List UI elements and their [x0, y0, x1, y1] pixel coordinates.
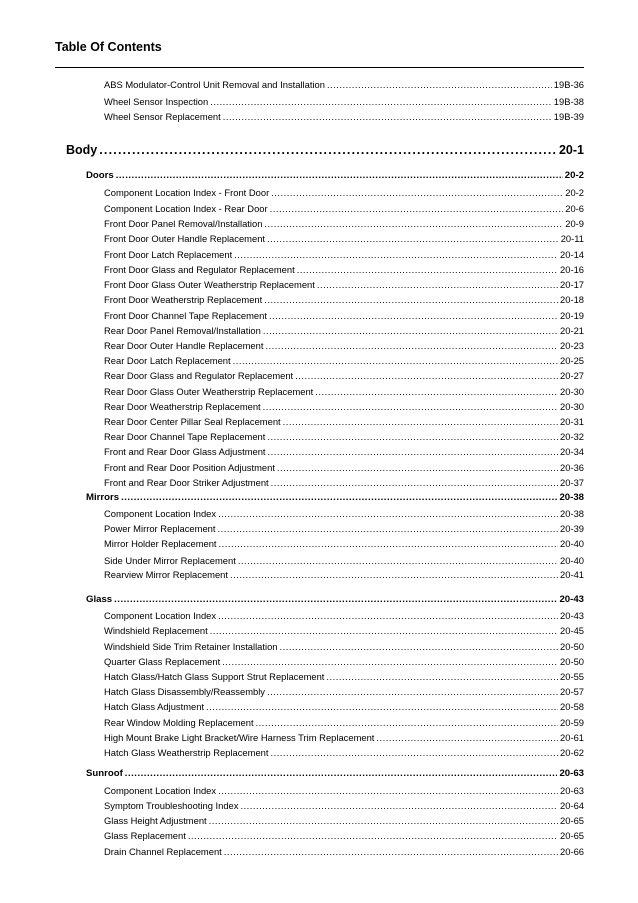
toc-entry[interactable] — [104, 830, 584, 844]
dot-leader — [326, 671, 558, 682]
toc-entry-page-number: 20-27 — [560, 370, 584, 381]
toc-entry-label: Rear Door Center Pillar Seal Replacement — [104, 416, 281, 427]
toc-entry[interactable] — [104, 401, 584, 415]
toc-entry-label: Glass Replacement — [104, 830, 186, 841]
toc-entry[interactable] — [104, 249, 584, 263]
toc-entry-label: ABS Modulator-Control Unit Removal and Installation — [104, 79, 325, 90]
dot-leader — [280, 641, 559, 652]
toc-entry-label: Component Location Index - Rear Door — [104, 203, 268, 214]
dot-leader — [230, 569, 558, 580]
dot-leader — [268, 446, 558, 457]
toc-chapter-page-number: 20-38 — [559, 492, 584, 503]
toc-entry-page-number: 19B-36 — [553, 79, 584, 90]
toc-entry-label: Hatch Glass Disassembly/Reassembly — [104, 686, 265, 697]
toc-entry[interactable] — [104, 264, 584, 278]
toc-chapter-page-number: 20-2 — [564, 170, 584, 181]
toc-entry-page-number: 20-30 — [560, 401, 584, 412]
toc-entry-page-number: 20-66 — [560, 846, 584, 857]
toc-entry[interactable] — [104, 446, 584, 460]
toc-entry-page-number: 20-19 — [560, 310, 584, 321]
toc-entry[interactable] — [104, 294, 584, 308]
dot-leader — [264, 294, 558, 305]
toc-entry-label: Rear Door Glass and Regulator Replacement — [104, 370, 294, 381]
toc-entry-page-number: 20-50 — [560, 641, 584, 652]
dot-leader — [267, 431, 558, 442]
dot-leader — [277, 462, 558, 473]
toc-chapter[interactable] — [86, 492, 584, 506]
dot-leader — [114, 594, 557, 605]
toc-entry-page-number: 20-30 — [560, 386, 584, 397]
toc-entry-page-number: 20-62 — [560, 747, 584, 758]
toc-entry-label: Rear Door Outer Handle Replacement — [104, 340, 264, 351]
toc-entry[interactable] — [104, 203, 584, 217]
toc-entry-label: Front Door Panel Removal/Installation — [104, 218, 263, 229]
toc-entry[interactable] — [104, 508, 584, 522]
toc-entry-label: Component Location Index — [104, 785, 217, 796]
header-divider — [55, 67, 584, 68]
toc-section-page-number: 20-1 — [558, 143, 584, 157]
toc-entry[interactable] — [104, 310, 584, 324]
dot-leader — [315, 386, 558, 397]
toc-entry-page-number: 20-11 — [560, 233, 584, 244]
toc-entry-label: Windshield Replacement — [104, 625, 208, 636]
toc-entry[interactable] — [104, 477, 584, 491]
toc-entry[interactable] — [104, 785, 584, 799]
toc-entry-label: Front Door Channel Tape Replacement — [104, 310, 267, 321]
dot-leader — [317, 279, 558, 290]
toc-entry-label: Rear Door Panel Removal/Installation — [104, 325, 261, 336]
dot-leader — [270, 203, 564, 214]
dot-leader — [265, 340, 558, 351]
toc-entry-label: Hatch Glass Adjustment — [104, 701, 205, 712]
toc-entry[interactable] — [104, 625, 584, 639]
toc-entry-label: Component Location Index - Front Door — [104, 187, 270, 198]
toc-entry-label: Quarter Glass Replacement — [104, 656, 221, 667]
toc-section[interactable] — [66, 143, 584, 161]
toc-chapter-label: Glass — [86, 594, 113, 605]
toc-entry[interactable] — [104, 656, 584, 670]
toc-entry-label: Rear Window Molding Replacement — [104, 717, 254, 728]
dot-leader — [270, 747, 558, 758]
toc-entry[interactable] — [104, 846, 584, 860]
toc-entry-page-number: 20-32 — [560, 431, 584, 442]
dot-leader — [263, 325, 558, 336]
toc-entry-page-number: 20-16 — [560, 264, 584, 275]
toc-entry-label: Symptom Troubleshooting Index — [104, 800, 239, 811]
toc-chapter[interactable] — [86, 768, 584, 782]
toc-entry-page-number: 20-40 — [560, 555, 584, 566]
toc-entry-page-number: 20-50 — [560, 656, 584, 667]
dot-leader — [240, 800, 558, 811]
toc-entry-page-number: 20-36 — [560, 462, 584, 473]
toc-entry[interactable] — [104, 555, 584, 569]
toc-entry-label: Wheel Sensor Inspection — [104, 96, 209, 107]
dot-leader — [238, 555, 558, 566]
toc-chapter-page-number: 20-63 — [559, 768, 584, 779]
dot-leader — [218, 610, 558, 621]
toc-entry-page-number: 20-55 — [560, 671, 584, 682]
toc-entry-label: Glass Height Adjustment — [104, 815, 207, 826]
page-title: Table Of Contents — [55, 40, 162, 54]
toc-entry[interactable] — [104, 701, 584, 715]
dot-leader — [210, 625, 558, 636]
dot-leader — [295, 370, 558, 381]
toc-entry-label: Rear Door Latch Replacement — [104, 355, 231, 366]
toc-entry-label: Wheel Sensor Replacement — [104, 111, 221, 122]
toc-entry-page-number: 20-58 — [560, 701, 584, 712]
toc-entry-page-number: 20-34 — [560, 446, 584, 457]
dot-leader — [376, 732, 558, 743]
toc-entry[interactable] — [104, 218, 584, 232]
toc-entry-page-number: 20-23 — [560, 340, 584, 351]
toc-entry-label: Rear Door Channel Tape Replacement — [104, 431, 266, 442]
toc-entry-label: Rearview Mirror Replacement — [104, 569, 228, 580]
toc-entry-page-number: 20-45 — [560, 625, 584, 636]
toc-entry-label: Front and Rear Door Glass Adjustment — [104, 446, 266, 457]
dot-leader — [269, 310, 558, 321]
toc-entry-label: Component Location Index — [104, 508, 217, 519]
toc-entry-label: Windshield Side Trim Retainer Installation — [104, 641, 278, 652]
toc-entry-label: Hatch Glass Weatherstrip Replacement — [104, 747, 269, 758]
dot-leader — [271, 187, 563, 198]
dot-leader — [267, 686, 558, 697]
toc-entry-page-number: 20-63 — [560, 785, 584, 796]
toc-entry-page-number: 20-18 — [560, 294, 584, 305]
dot-leader — [223, 111, 552, 122]
toc-entry[interactable] — [104, 431, 584, 445]
dot-leader — [283, 416, 558, 427]
dot-leader — [209, 815, 558, 826]
toc-entry[interactable] — [104, 79, 584, 93]
toc-entry[interactable] — [104, 717, 584, 731]
toc-entry[interactable] — [104, 340, 584, 354]
toc-entry[interactable] — [104, 800, 584, 814]
dot-leader — [125, 768, 558, 779]
toc-entry-page-number: 20-61 — [560, 732, 584, 743]
toc-entry-page-number: 20-40 — [560, 538, 584, 549]
dot-leader — [210, 96, 552, 107]
toc-entry-page-number: 20-57 — [560, 686, 584, 697]
toc-entry-label: Rear Door Glass Outer Weatherstrip Replacement — [104, 386, 314, 397]
toc-entry-page-number: 20-2 — [565, 187, 584, 198]
toc-entry[interactable] — [104, 815, 584, 829]
toc-entry-page-number: 20-43 — [560, 610, 584, 621]
dot-leader — [218, 785, 558, 796]
toc-entry-page-number: 20-14 — [560, 249, 584, 260]
toc-entry[interactable] — [104, 187, 584, 201]
toc-entry-page-number: 19B-38 — [553, 96, 584, 107]
toc-entry[interactable] — [104, 111, 584, 125]
toc-entry[interactable] — [104, 610, 584, 624]
toc-entry[interactable] — [104, 355, 584, 369]
dot-leader — [233, 355, 558, 366]
toc-entry[interactable] — [104, 569, 584, 583]
toc-entry-page-number: 20-31 — [560, 416, 584, 427]
toc-entry-page-number: 20-37 — [560, 477, 584, 488]
toc-entry-page-number: 20-39 — [560, 523, 584, 534]
toc-entry[interactable] — [104, 686, 584, 700]
dot-leader — [218, 523, 559, 534]
dot-leader — [327, 79, 552, 90]
toc-entry-label: Front and Rear Door Striker Adjustment — [104, 477, 269, 488]
toc-entry-label: Power Mirror Replacement — [104, 523, 216, 534]
dot-leader — [297, 264, 558, 275]
toc-entry-page-number: 20-64 — [560, 800, 584, 811]
toc-section-label: Body — [66, 143, 98, 157]
toc-entry-page-number: 20-25 — [560, 355, 584, 366]
toc-entry-label: Mirror Holder Replacement — [104, 538, 217, 549]
toc-entry-label: Front Door Outer Handle Replacement — [104, 233, 266, 244]
dot-leader — [206, 701, 558, 712]
dot-leader — [224, 846, 558, 857]
dot-leader — [256, 717, 558, 728]
toc-chapter-label: Doors — [86, 170, 114, 181]
toc-entry-label: Front and Rear Door Position Adjustment — [104, 462, 275, 473]
toc-chapter[interactable] — [86, 170, 584, 184]
dot-leader — [263, 401, 558, 412]
toc-entry-page-number: 20-17 — [560, 279, 584, 290]
toc-entry-page-number: 20-6 — [565, 203, 584, 214]
toc-entry[interactable] — [104, 416, 584, 430]
toc-entry-label: Front Door Glass and Regulator Replacement — [104, 264, 295, 275]
toc-entry[interactable] — [104, 233, 584, 247]
dot-leader — [99, 143, 557, 157]
toc-entry-page-number: 19B-39 — [553, 111, 584, 122]
toc-entry[interactable] — [104, 462, 584, 476]
toc-entry[interactable] — [104, 671, 584, 685]
toc-entry[interactable] — [104, 641, 584, 655]
dot-leader — [116, 170, 563, 181]
toc-entry-label: Side Under Mirror Replacement — [104, 555, 236, 566]
toc-entry[interactable] — [104, 747, 584, 761]
dot-leader — [121, 492, 557, 503]
toc-entry[interactable] — [104, 96, 584, 110]
toc-chapter-label: Mirrors — [86, 492, 120, 503]
toc-chapter[interactable] — [86, 594, 584, 608]
toc-entry-label: Rear Door Weatherstrip Replacement — [104, 401, 261, 412]
toc-entry-label: Component Location Index — [104, 610, 217, 621]
toc-entry[interactable] — [104, 523, 584, 537]
toc-entry-page-number: 20-41 — [560, 569, 584, 580]
toc-entry-label: Front Door Weatherstrip Replacement — [104, 294, 263, 305]
toc-entry[interactable] — [104, 386, 584, 400]
dot-leader — [222, 656, 558, 667]
toc-entry-label: Hatch Glass/Hatch Glass Support Strut Replacement — [104, 671, 325, 682]
dot-leader — [218, 508, 558, 519]
toc-entry[interactable] — [104, 325, 584, 339]
toc-entry-label: High Mount Brake Light Bracket/Wire Harness Trim Replacement — [104, 732, 375, 743]
toc-entry-page-number: 20-9 — [565, 218, 584, 229]
toc-entry[interactable] — [104, 279, 584, 293]
dot-leader — [264, 218, 563, 229]
toc-entry[interactable] — [104, 370, 584, 384]
toc-entry-label: Drain Channel Replacement — [104, 846, 222, 857]
toc-entry-page-number: 20-59 — [560, 717, 584, 728]
toc-entry-label: Front Door Latch Replacement — [104, 249, 233, 260]
toc-chapter-page-number: 20-43 — [559, 594, 584, 605]
toc-entry-page-number: 20-65 — [560, 830, 584, 841]
toc-entry[interactable] — [104, 538, 584, 552]
dot-leader — [271, 477, 558, 488]
toc-entry[interactable] — [104, 732, 584, 746]
toc-entry-label: Front Door Glass Outer Weatherstrip Replacement — [104, 279, 315, 290]
toc-entry-page-number: 20-21 — [560, 325, 584, 336]
toc-entry-page-number: 20-65 — [560, 815, 584, 826]
dot-leader — [234, 249, 558, 260]
dot-leader — [188, 830, 558, 841]
toc-entry-page-number: 20-38 — [560, 508, 584, 519]
dot-leader — [267, 233, 559, 244]
dot-leader — [219, 538, 558, 549]
toc-chapter-label: Sunroof — [86, 768, 123, 779]
